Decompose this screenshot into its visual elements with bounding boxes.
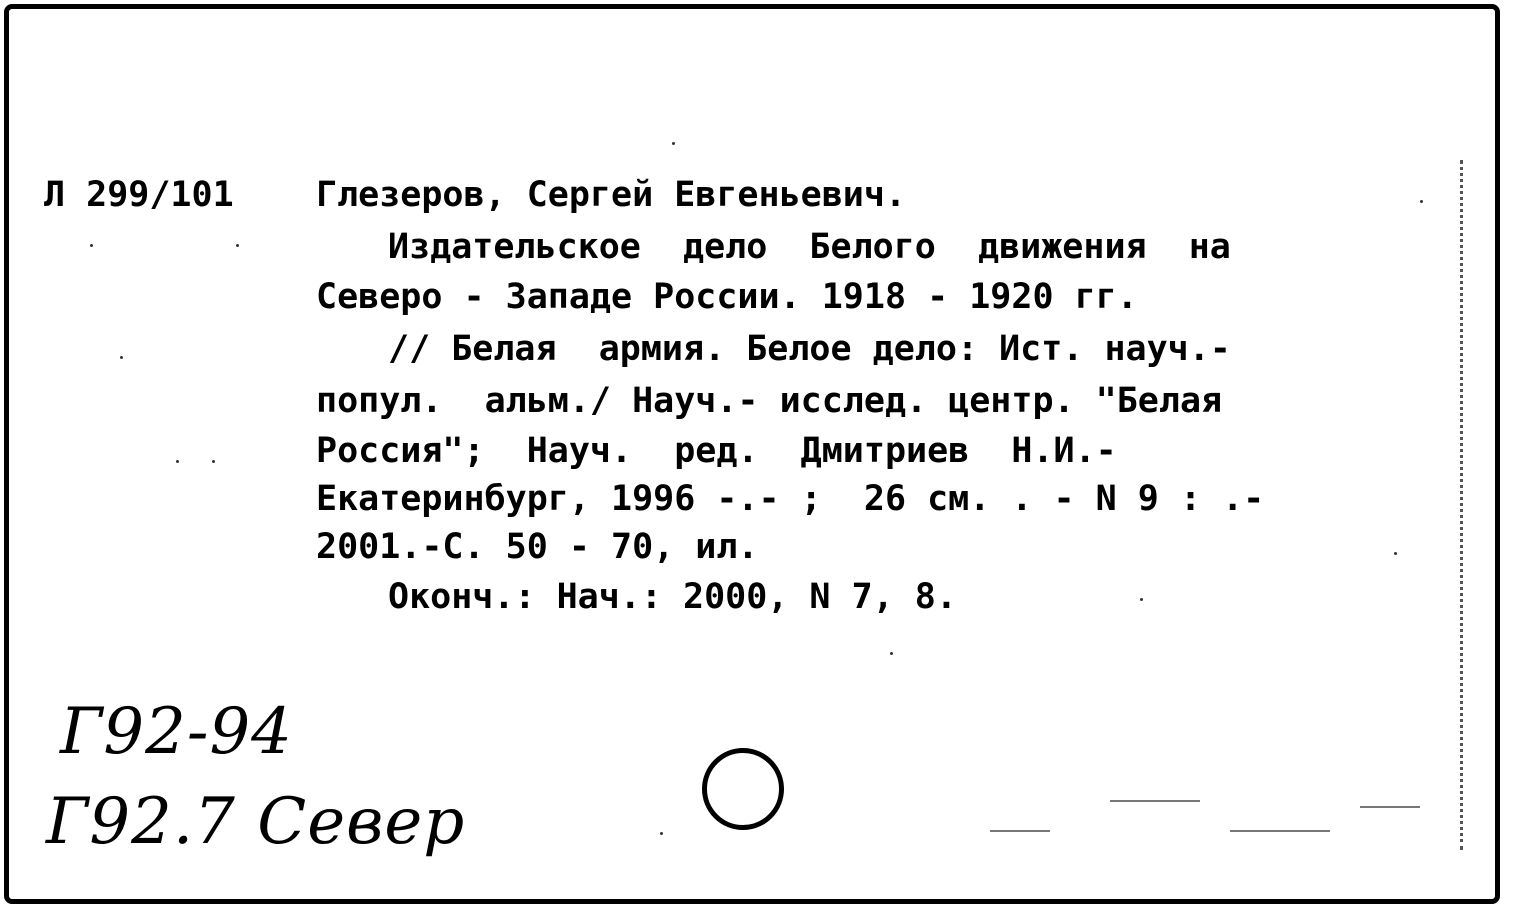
title-line-2: Северо - Западе России. 1918 - 1920 гг. <box>316 277 1138 317</box>
source-line-1: // Белая армия. Белое дело: Ист. науч.- <box>388 329 1231 369</box>
author-line: Глезеров, Сергей Евгеньевич. <box>316 175 907 215</box>
scan-speck <box>90 244 93 247</box>
handwritten-class-code: Г92.7 Север <box>46 785 466 859</box>
source-line-2: попул. альм./ Науч.- исслед. центр. "Белая <box>316 381 1223 421</box>
scan-speck <box>120 356 123 359</box>
scan-speck <box>1140 598 1143 601</box>
scan-speck <box>212 460 215 463</box>
note-line: Оконч.: Нач.: 2000, N 7, 8. <box>388 577 957 617</box>
scan-speck <box>1420 200 1423 203</box>
punch-hole <box>702 748 784 830</box>
scan-speck <box>672 142 675 145</box>
handwritten-class-range: Г92-94 <box>60 695 293 769</box>
scan-dash <box>990 830 1050 832</box>
scan-dash <box>1230 830 1330 832</box>
source-line-4: Екатеринбург, 1996 -.- ; 26 см. . - N 9 : .- <box>316 479 1265 519</box>
scan-speck <box>1394 552 1397 555</box>
scan-speck <box>236 244 239 247</box>
scan-speck <box>890 652 893 655</box>
source-line-5: 2001.-С. 50 - 70, ил. <box>316 527 759 567</box>
scan-speck <box>660 832 663 835</box>
scan-dash <box>1360 806 1420 808</box>
title-line-1: Издательское дело Белого движения на <box>388 227 1231 267</box>
shelf-mark: Л 299/101 <box>44 175 234 215</box>
scan-dash <box>1110 800 1200 802</box>
scan-speck <box>176 460 179 463</box>
source-line-3: Россия"; Науч. ред. Дмитриев Н.И.- <box>316 431 1117 471</box>
card-right-rule <box>1460 160 1463 850</box>
